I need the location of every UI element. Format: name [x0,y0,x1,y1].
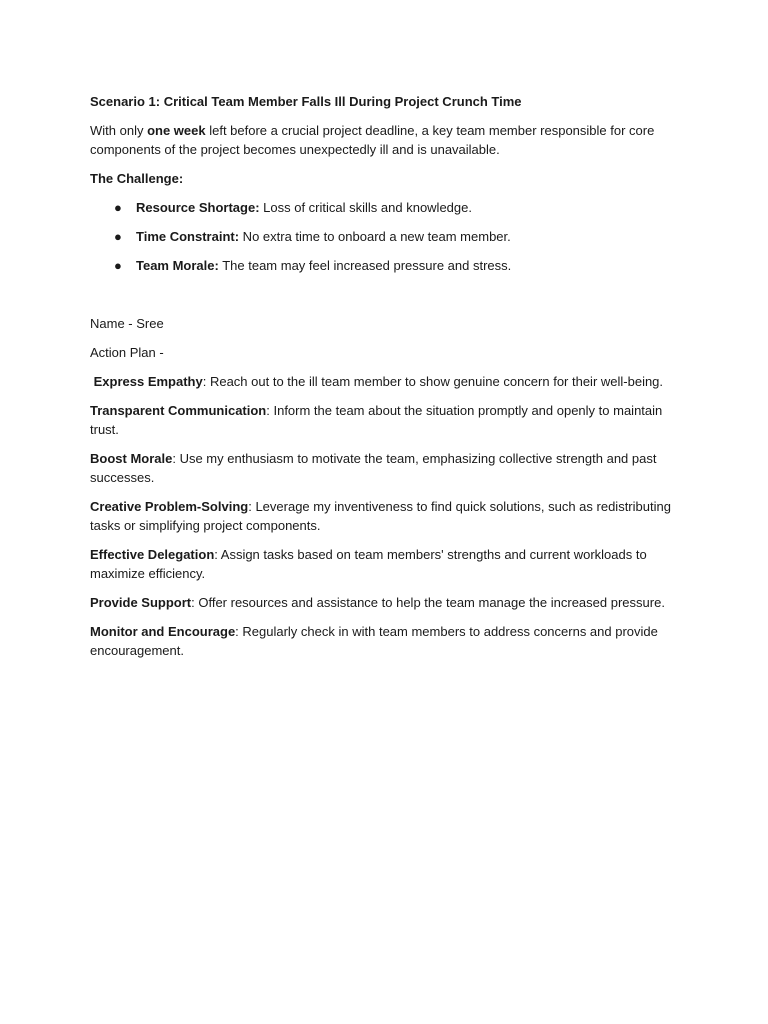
intro-text-before: With only [90,123,148,138]
bullet-icon: ● [114,258,122,273]
challenge-label: Team Morale: [136,258,219,273]
action-text: : Assign tasks based on team members' strengths and current workloads to maximize efficiency. [90,547,647,581]
list-item [90,227,690,246]
challenge-label: Resource Shortage: [136,200,260,215]
intro-text-bold: one week [147,123,206,138]
list-item [90,256,690,275]
blank-line [90,285,690,314]
action-text: : Leverage my inventiveness to find quick solutions, such as redistributing tasks or simplifying project components. [90,499,671,533]
name-line: Name - Sree [90,316,164,331]
challenge-text: Loss of critical skills and knowledge. [259,200,472,215]
action-item [90,449,690,487]
action-text: : Use my enthusiasm to motivate the team, emphasizing collective strength and past successes. [90,451,657,485]
action-item [90,622,690,660]
action-label: Provide Support [90,595,192,610]
challenge-list [90,198,690,275]
action-plan-heading: Action Plan - [90,345,164,360]
action-item [90,593,690,612]
action-text: : Reach out to the ill team member to show genuine concern for their well-being. [202,374,664,389]
intro-paragraph [90,121,690,159]
action-label: Effective Delegation [90,547,215,562]
action-label: Express Empathy [93,374,203,389]
action-label: Creative Problem-Solving [90,499,249,514]
action-text: : Inform the team about the situation promptly and openly to maintain trust. [90,403,663,437]
action-item [90,372,690,391]
challenge-label: Time Constraint: [136,229,240,244]
bullet-icon: ● [114,229,122,244]
intro-text-after: left before a crucial project deadline, a key team member responsible for core components of the project becomes unexpectedly ill and is unavailable. [90,123,655,157]
action-text: : Regularly check in with team members to address concerns and provide encouragement. [90,624,658,658]
action-label: Monitor and Encourage [90,624,236,639]
action-label: Transparent Communication [90,403,267,418]
action-item [90,545,690,583]
document-title: Scenario 1: Critical Team Member Falls Ill During Project Crunch Time [90,94,522,109]
action-item [90,401,690,439]
action-label: Boost Morale [90,451,173,466]
challenge-text: No extra time to onboard a new team member. [239,229,511,244]
list-item [90,198,690,217]
challenge-text: The team may feel increased pressure and stress. [218,258,512,273]
document-page [90,92,690,670]
bullet-icon: ● [114,200,122,215]
action-text: : Offer resources and assistance to help the team manage the increased pressure. [191,595,665,610]
action-item [90,497,690,535]
challenge-heading: The Challenge: [90,171,184,186]
